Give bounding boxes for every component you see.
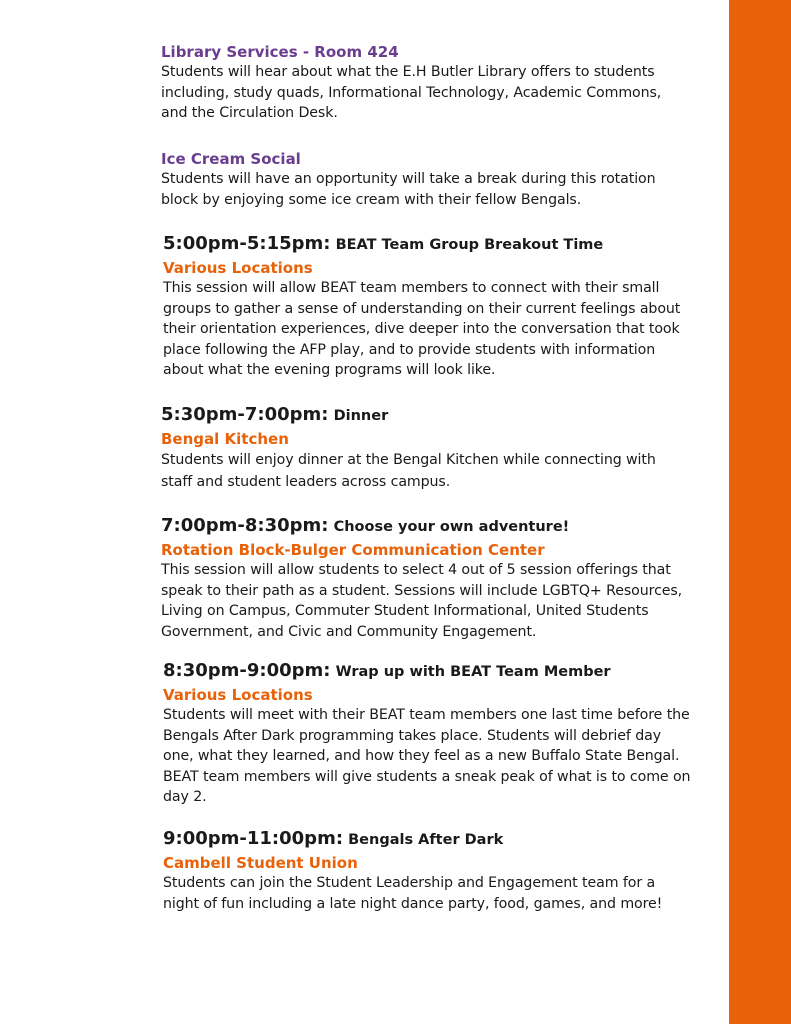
session-bengals-after-dark	[163, 826, 663, 914]
session-description: This session will allow students to select 4 out of 5 session offerings that speak to their path as a student. Sessions will include LGBTQ+ Resources, Living on Campus, Commuter Student Informational, United Students Government, and Civic and Community Engagement.	[161, 562, 683, 640]
orange-side-stripe	[729, 0, 791, 1024]
session-description: Students will meet with their BEAT team members one last time before the Bengals After Dark programming takes place. Students will debrief day one, what they learned, and how they feel as a new Buffalo State Bengal. BEAT team members will give students a sneak peak of what is to come on day 2.	[163, 707, 691, 806]
session-header	[163, 231, 691, 258]
session-library-services	[161, 42, 691, 124]
session-description: Students will hear about what the E.H Butler Library offers to students including, study quads, Informational Technology, Academic Commons, and the Circulation Desk.	[161, 64, 662, 122]
session-title: BEAT Team Group Breakout Time	[335, 237, 604, 253]
session-time: 5:30pm-7:00pm:	[161, 404, 329, 425]
session-time: 5:00pm-5:15pm:	[163, 233, 331, 254]
session-subtitle: Library Services - Room 424	[161, 43, 399, 61]
session-dinner	[161, 402, 691, 493]
session-location: Various Locations	[163, 259, 313, 277]
session-location: Bengal Kitchen	[161, 430, 289, 448]
session-location: Various Locations	[163, 686, 313, 704]
session-title: Bengals After Dark	[348, 832, 504, 848]
session-location: Cambell Student Union	[163, 854, 358, 872]
session-title: Dinner	[333, 408, 389, 424]
session-header	[161, 402, 691, 429]
session-description: Students will have an opportunity will take a break during this rotation block by enjoying some ice cream with their fellow Bengals.	[161, 171, 656, 208]
session-title: Choose your own adventure!	[333, 519, 570, 535]
session-beat-breakout	[163, 231, 691, 381]
session-header	[163, 826, 663, 853]
session-header	[163, 658, 691, 685]
session-location: Rotation Block-Bulger Communication Center	[161, 541, 545, 559]
session-choose-adventure	[161, 513, 686, 642]
session-title: Wrap up with BEAT Team Member	[335, 664, 611, 680]
session-time: 8:30pm-9:00pm:	[163, 660, 331, 681]
session-description: This session will allow BEAT team members to connect with their small groups to gather a sense of understanding on their current feelings about their orientation experiences, dive deeper into the conversation that took place following the AFP play, and to provide students with information about what the evening programs will look like.	[163, 280, 681, 379]
session-ice-cream-social	[161, 149, 691, 210]
session-header	[161, 513, 686, 540]
session-description: Students can join the Student Leadership and Engagement team for a night of fun including a late night dance party, food, games, and more!	[163, 875, 663, 912]
session-time: 9:00pm-11:00pm:	[163, 828, 344, 849]
session-description: Students will enjoy dinner at the Bengal Kitchen while connecting with staff and student leaders across campus.	[161, 452, 656, 490]
session-subtitle: Ice Cream Social	[161, 150, 301, 168]
session-wrap-up	[163, 658, 691, 808]
session-time: 7:00pm-8:30pm:	[161, 515, 329, 536]
